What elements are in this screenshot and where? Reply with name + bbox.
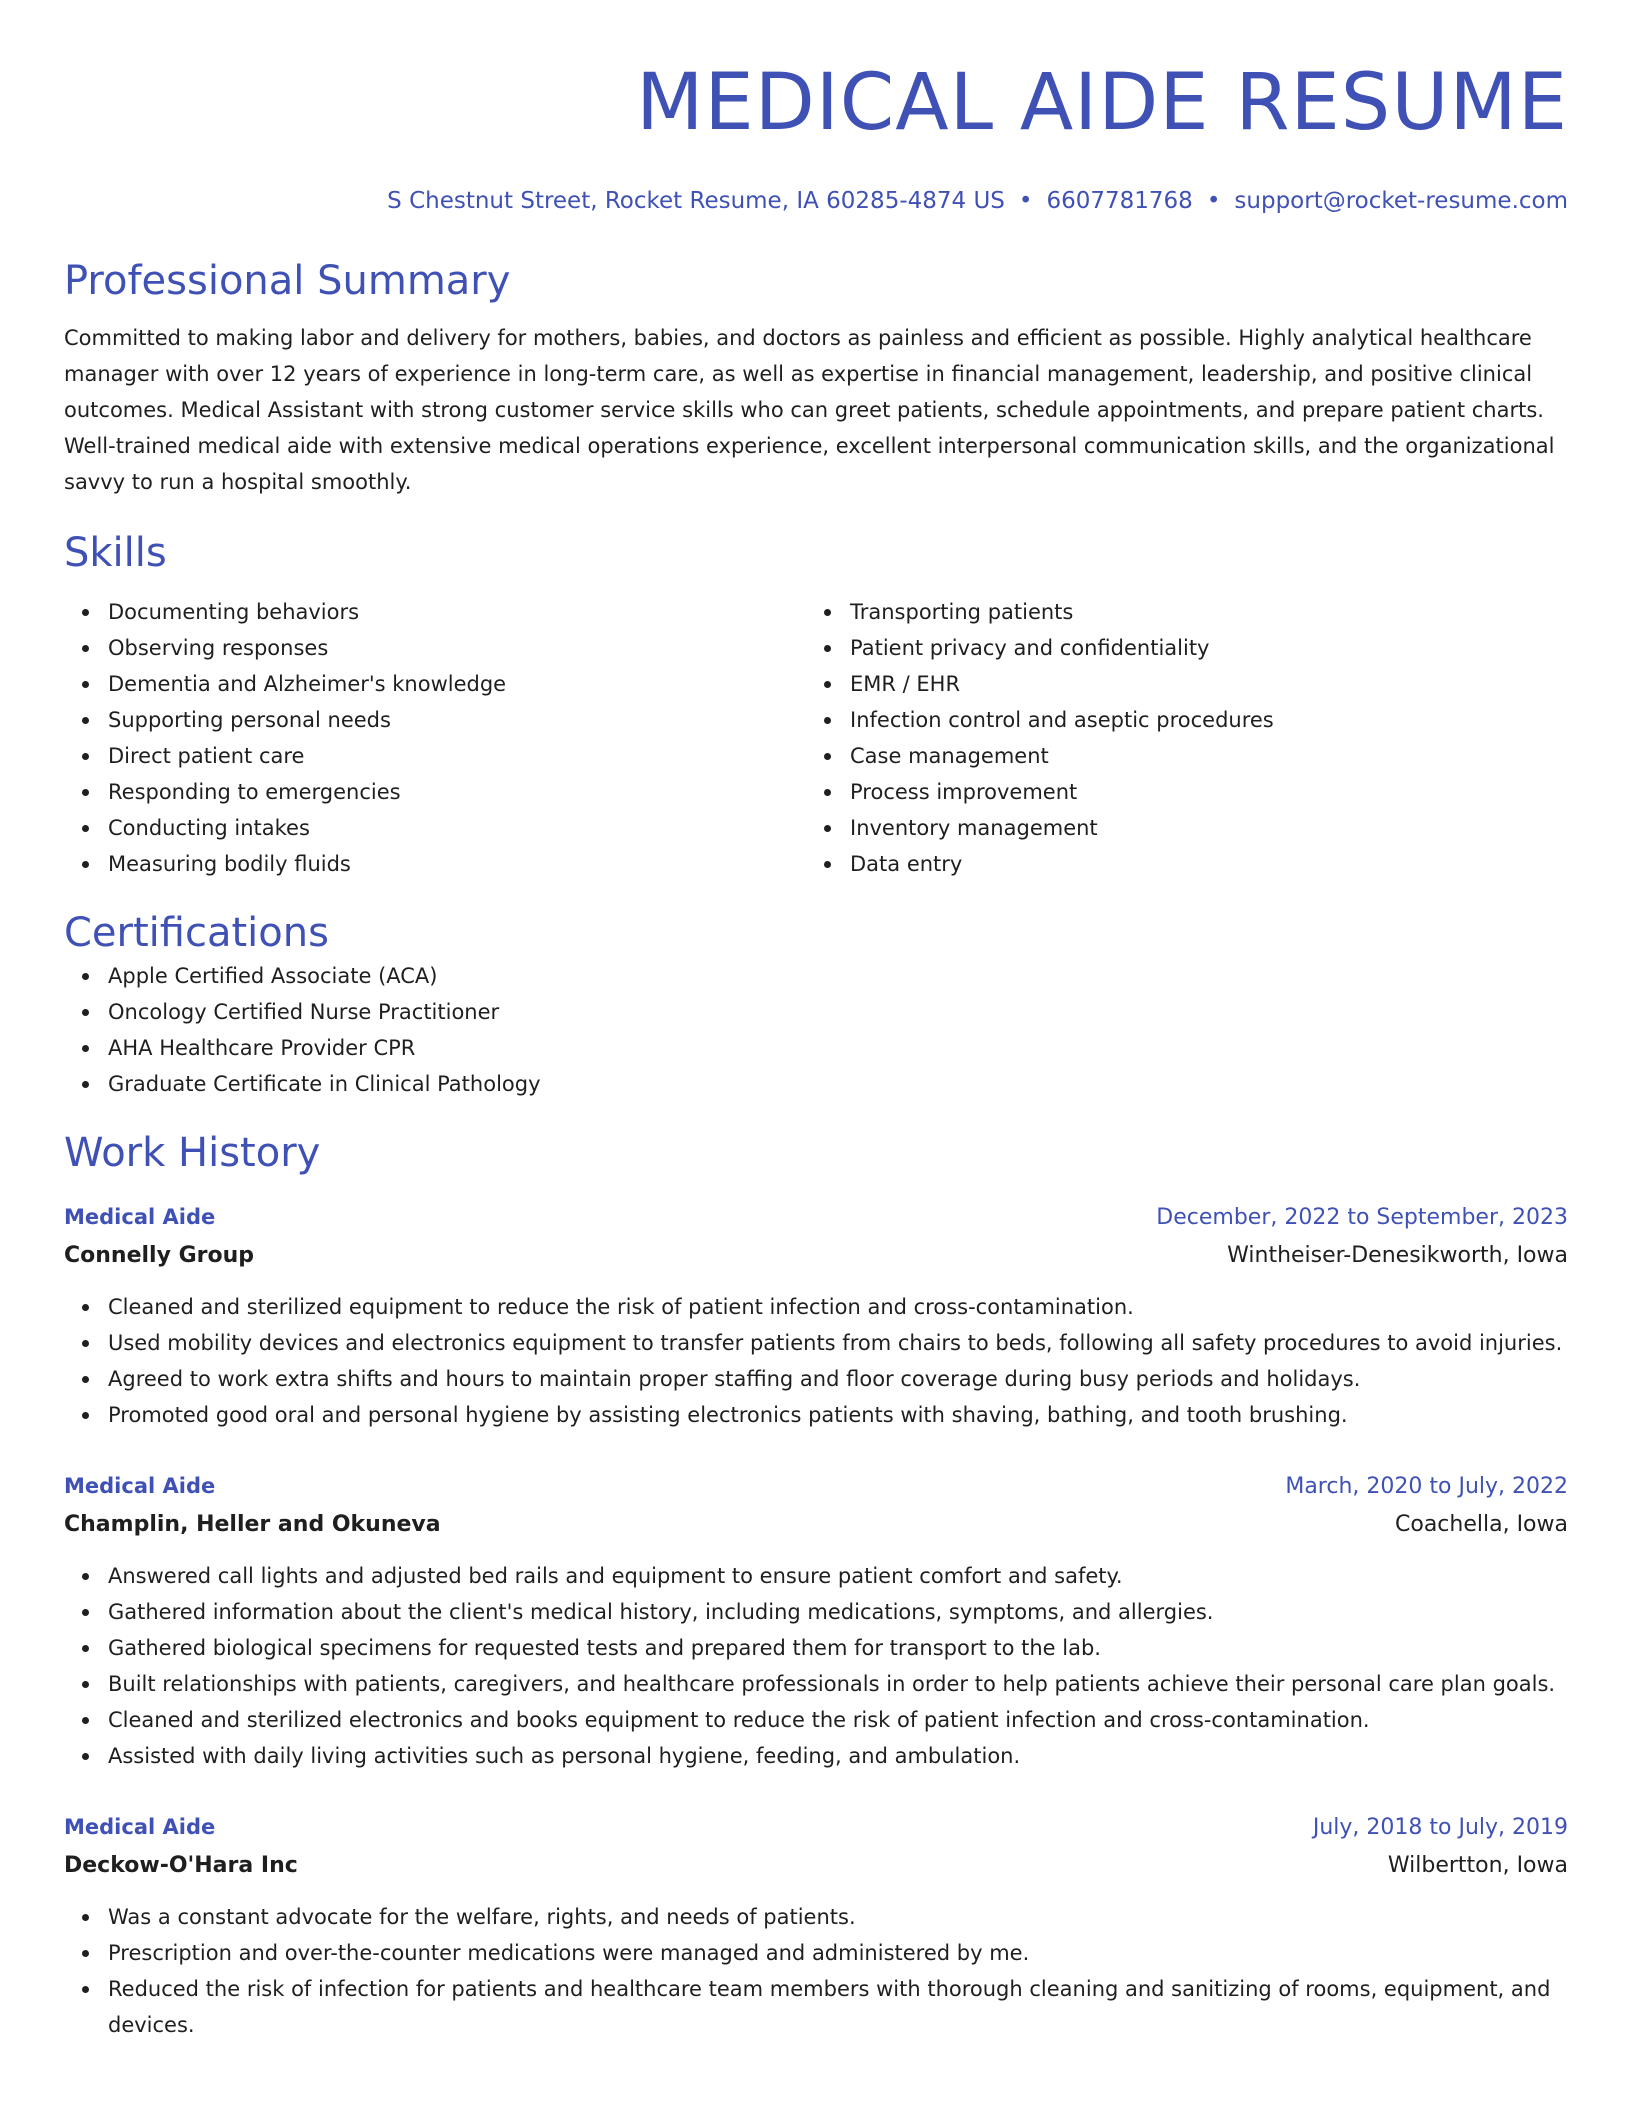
job-company: Champlin, Heller and Okuneva xyxy=(64,1512,441,1537)
certification-item: AHA Healthcare Provider CPR xyxy=(108,1030,1568,1066)
job-duty-item: Used mobility devices and electronics equipment to transfer patients from chairs to beds, following all safety procedures to avoid injuries. xyxy=(108,1325,1568,1361)
contact-phone: 6607781768 xyxy=(1046,188,1193,214)
section-heading-certifications: Certifications xyxy=(64,910,329,956)
job-header-row xyxy=(64,1198,1568,1237)
skill-item: Documenting behaviors xyxy=(108,594,806,630)
skill-item: Inventory management xyxy=(850,810,1548,846)
contact-address: S Chestnut Street, Rocket Resume, IA 60285-4874 US xyxy=(387,188,1005,214)
skill-item: Conducting intakes xyxy=(108,810,806,846)
professional-summary-section xyxy=(64,256,1568,500)
section-heading-summary: Professional Summary xyxy=(64,258,511,304)
job-duties-list xyxy=(64,1899,1568,2043)
job-duty-item: Was a constant advocate for the welfare, rights, and needs of patients. xyxy=(108,1899,1568,1935)
certification-item: Apple Certified Associate (ACA) xyxy=(108,958,1568,994)
job-entry xyxy=(64,1467,1568,1774)
skill-item: Supporting personal needs xyxy=(108,702,806,738)
skill-item: Transporting patients xyxy=(850,594,1548,630)
skill-item: Responding to emergencies xyxy=(108,774,806,810)
job-duty-item: Promoted good oral and personal hygiene by assisting electronics patients with shaving, bathing, and tooth brushing. xyxy=(108,1397,1568,1433)
skills-list-left xyxy=(64,594,806,882)
skills-column-left xyxy=(64,594,806,882)
job-dates: July, 2018 to July, 2019 xyxy=(1312,1815,1568,1840)
skill-item: Case management xyxy=(850,738,1548,774)
job-dates: March, 2020 to July, 2022 xyxy=(1285,1474,1568,1499)
skills-columns xyxy=(64,594,1568,882)
job-duty-item: Cleaned and sterilized electronics and books equipment to reduce the risk of patient infection and cross-contamination. xyxy=(108,1702,1568,1738)
skill-item: Direct patient care xyxy=(108,738,806,774)
summary-text: Committed to making labor and delivery for mothers, babies, and doctors as painless and efficient as possible. Highly analytical healthcare manager with over 12 years of experience in long-term care, as well as expertise in financial management, leadership, and positive clinical outcomes. Medical Assistant with strong customer service skills who can greet patients, schedule appointments, and prepare patient charts. Well-trained medical aide with extensive medical operations experience, excellent interpersonal communication skills, and the organizational savvy to run a hospital smoothly. xyxy=(64,326,1555,494)
job-company: Connelly Group xyxy=(64,1243,255,1268)
skill-item: EMR / EHR xyxy=(850,666,1548,702)
job-duty-item: Gathered information about the client's medical history, including medications, symptoms, and allergies. xyxy=(108,1594,1568,1630)
job-duty-item: Assisted with daily living activities such as personal hygiene, feeding, and ambulation. xyxy=(108,1738,1568,1774)
skill-item: Infection control and aseptic procedures xyxy=(850,702,1548,738)
skill-item: Data entry xyxy=(850,846,1548,882)
job-location: Wintheiser-Denesikworth, Iowa xyxy=(1227,1243,1568,1268)
skill-item: Dementia and Alzheimer's knowledge xyxy=(108,666,806,702)
job-employer-row xyxy=(64,1506,1568,1544)
job-duty-item: Answered call lights and adjusted bed rails and equipment to ensure patient comfort and safety. xyxy=(108,1558,1568,1594)
job-duties-list xyxy=(64,1289,1568,1433)
skill-item: Measuring bodily fluids xyxy=(108,846,806,882)
job-employer-row xyxy=(64,1237,1568,1275)
job-header-row xyxy=(64,1467,1568,1506)
work-history-section xyxy=(64,1128,1568,2043)
contact-line xyxy=(64,186,1568,216)
skills-column-right xyxy=(806,594,1548,882)
contact-separator: • xyxy=(1018,188,1033,214)
job-duty-item: Built relationships with patients, caregivers, and healthcare professionals in order to help patients achieve their personal care plan goals. xyxy=(108,1666,1568,1702)
skill-item: Process improvement xyxy=(850,774,1548,810)
certification-item: Oncology Certified Nurse Practitioner xyxy=(108,994,1568,1030)
job-title: Medical Aide xyxy=(64,1815,216,1839)
certifications-section xyxy=(64,908,1568,1102)
skill-item: Observing responses xyxy=(108,630,806,666)
section-heading-work-history: Work History xyxy=(64,1130,321,1176)
skills-section xyxy=(64,528,1568,882)
job-duty-item: Cleaned and sterilized equipment to reduce the risk of patient infection and cross-contamination. xyxy=(108,1289,1568,1325)
job-entry xyxy=(64,1808,1568,2043)
job-dates: December, 2022 to September, 2023 xyxy=(1156,1205,1568,1230)
job-title: Medical Aide xyxy=(64,1474,216,1498)
job-location: Wilbertton, Iowa xyxy=(1387,1853,1568,1878)
job-location: Coachella, Iowa xyxy=(1395,1512,1568,1537)
job-duty-item: Agreed to work extra shifts and hours to maintain proper staffing and floor coverage during busy periods and holidays. xyxy=(108,1361,1568,1397)
skill-item: Patient privacy and confidentiality xyxy=(850,630,1548,666)
certification-item: Graduate Certificate in Clinical Pathology xyxy=(108,1066,1568,1102)
job-title: Medical Aide xyxy=(64,1205,216,1229)
contact-email: support@rocket-resume.com xyxy=(1234,188,1568,214)
contact-separator: • xyxy=(1206,188,1221,214)
job-duty-item: Prescription and over-the-counter medications were managed and administered by me. xyxy=(108,1935,1568,1971)
certifications-list xyxy=(64,958,1568,1102)
job-header-row xyxy=(64,1808,1568,1847)
job-employer-row xyxy=(64,1847,1568,1885)
skills-list-right xyxy=(806,594,1548,882)
job-duty-item: Reduced the risk of infection for patients and healthcare team members with thorough cleaning and sanitizing of rooms, equipment, and devices. xyxy=(108,1971,1568,2043)
resume-page xyxy=(64,0,1568,2043)
job-entry xyxy=(64,1198,1568,1433)
job-duties-list xyxy=(64,1558,1568,1774)
section-heading-skills: Skills xyxy=(64,530,167,576)
resume-title: MEDICAL AIDE RESUME xyxy=(636,58,1568,148)
job-company: Deckow-O'Hara Inc xyxy=(64,1853,298,1878)
job-duty-item: Gathered biological specimens for requested tests and prepared them for transport to the lab. xyxy=(108,1630,1568,1666)
